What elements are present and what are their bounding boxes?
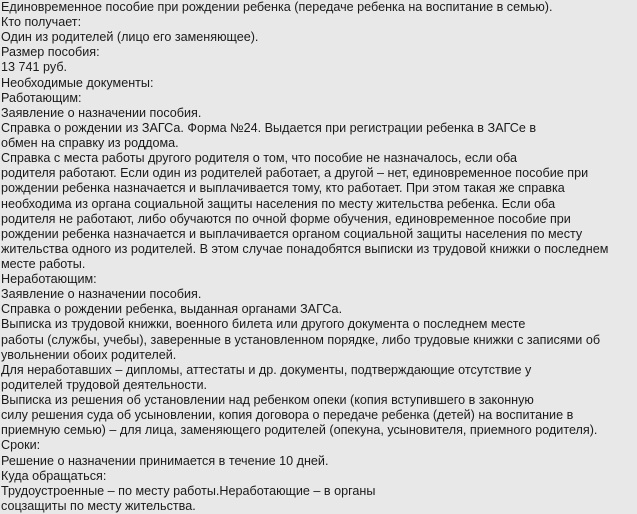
text-line: Заявление о назначении пособия.: [1, 287, 202, 302]
text-line: месте работы.: [1, 257, 86, 271]
subheading-unemployed: Неработающим:: [1, 272, 97, 287]
text-line: рождении ребенка назначается и выплачивается органом социальной защиты населения по месту: [1, 226, 583, 241]
section-heading-recipient: Кто получает:: [1, 15, 82, 30]
text-line: Трудоустроенные – по месту работы.Неработающие – в органы: [1, 483, 376, 498]
text-line: жительства одного из родителей. В этом случае понадобятся выписки из трудовой книжки о последнем: [1, 241, 609, 256]
text-line: соцзащиты по месту жительства.: [1, 498, 196, 513]
text-line: Справка с места работы другого родителя о том, что пособие не назначалось, если оба: [1, 151, 517, 166]
text-line: Один из родителей (лицо его заменяющее).: [1, 30, 259, 45]
text-line: Справка о рождении из ЗАГСа. Форма №24. Выдается при регистрации ребенка в ЗАГСе в: [1, 120, 537, 135]
subheading-employed: Работающим:: [1, 90, 82, 105]
text-line: обмен на справку из роддома.: [1, 136, 179, 151]
text-line: рождении ребенка назначается и выплачивается тому, кто работает. При этом такая же справка: [1, 181, 565, 196]
text-line: родителей трудовой деятельности.: [1, 377, 208, 392]
section-heading-amount: Размер пособия:: [1, 45, 100, 60]
text-line: Решение о назначении принимается в течение 10 дней.: [1, 453, 329, 468]
text-line: Выписка из трудовой книжки, военного билета или другого документа о последнем месте: [1, 317, 526, 332]
document-title: Единовременное пособие при рождении ребенка (передаче ребенка на воспитание в семью).: [1, 0, 553, 14]
text-line: Для неработавших – дипломы, аттестаты и др. документы, подтверждающие отсутствие у: [1, 362, 532, 377]
text-line: увольнении обоих родителей.: [1, 347, 177, 362]
text-line: Выписка из решения об установлении над ребенком опеки (копия вступившего в законную: [1, 393, 534, 408]
text-line: необходима из органа социальной защиты населения по месту жительства ребенка. Если оба: [1, 196, 556, 211]
text-line: Справка о рождении ребенка, выданная органами ЗАГСа.: [1, 302, 343, 317]
benefit-amount: 13 741 руб.: [1, 60, 68, 75]
text-line: родителя не работают, либо обучаются по очной форме обучения, единовременное пособие при: [1, 211, 571, 226]
text-line: Заявление о назначении пособия.: [1, 105, 202, 120]
text-line: работы (службы, учебы), заверенные в установленном порядке, либо трудовые книжки с записями об: [1, 332, 601, 347]
text-line: приемную семью) – для лица, заменяющего родителей (опекуна, усыновителя, приемного родителя).: [1, 423, 598, 438]
text-line: родителя работают. Если один из родителей работает, а другой – нет, единовременное пособие при: [1, 166, 589, 181]
section-heading-deadlines: Сроки:: [1, 438, 41, 453]
section-heading-documents: Необходимые документы:: [1, 75, 154, 90]
section-heading-where: Куда обращаться:: [1, 468, 107, 483]
text-line: силу решения суда об усыновлении, копия договора о передаче ребенка (детей) на воспитание в: [1, 408, 574, 423]
